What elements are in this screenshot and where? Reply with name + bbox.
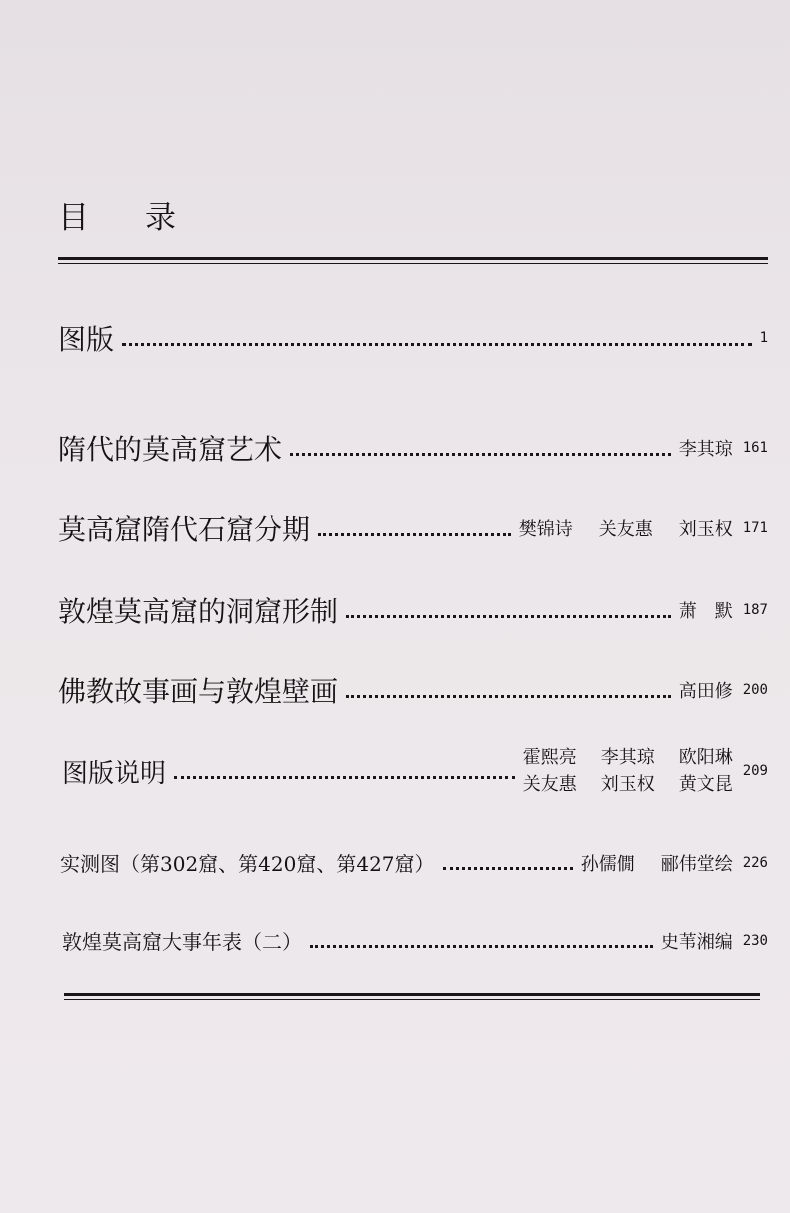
entry-title: 实测图（第302窟、第420窟、第427窟） (60, 852, 435, 876)
entry-author: 樊锦诗 (518, 519, 573, 540)
entry-author: 孙儒僩 (580, 853, 635, 875)
entry-title: 隋代的莫高窟艺术 (58, 433, 283, 466)
page-title: 目录 (58, 200, 232, 236)
toc-entry[interactable] (60, 848, 768, 877)
entry-author: 关友惠 (522, 774, 577, 795)
entry-author: 刘玉权 (600, 774, 655, 795)
entry-author: 关友惠 (598, 519, 653, 540)
entry-title: 佛教故事画与敦煌壁画 (58, 675, 339, 708)
page-number: 230 (742, 932, 768, 949)
page-number: 209 (742, 763, 768, 779)
entry-author: 李其琼 (678, 439, 733, 460)
leader-dots (443, 867, 573, 870)
leader-dots (174, 776, 515, 779)
entry-title: 敦煌莫高窟的洞窟形制 (58, 595, 339, 628)
top-divider (58, 257, 768, 264)
entry-author: 黄文昆 (678, 774, 733, 795)
entry-title: 敦煌莫高窟大事年表（二） (62, 930, 302, 954)
leader-dots (290, 453, 671, 456)
entry-author: 郦伟堂绘 (660, 853, 733, 875)
entry-title: 莫高窟隋代石窟分期 (58, 513, 311, 546)
entry-author: 霍熙亮 (522, 747, 577, 768)
toc-entry[interactable] (62, 744, 768, 798)
entry-author: 史苇湘编 (660, 931, 733, 953)
page-number: 161 (742, 440, 768, 456)
toc-entry[interactable] (62, 926, 768, 955)
page-number: 226 (742, 854, 768, 871)
leader-dots (346, 695, 671, 698)
leader-dots (122, 343, 752, 346)
entry-author: 刘玉权 (678, 519, 733, 540)
leader-dots (318, 533, 511, 536)
entry-author: 萧 默 (678, 601, 733, 622)
entry-title: 图版说明 (62, 758, 167, 789)
entry-authors (519, 515, 733, 541)
entry-title: 图版 (58, 323, 115, 356)
toc-entry-plates[interactable] (58, 318, 768, 358)
toc-entry[interactable] (58, 428, 768, 468)
toc-entry[interactable] (58, 590, 768, 630)
entry-authors (581, 850, 733, 876)
toc-entry[interactable] (58, 508, 768, 548)
page-number: 187 (742, 602, 768, 618)
entry-authors (523, 744, 733, 798)
page-number: 200 (742, 682, 768, 698)
bottom-divider (64, 993, 760, 1000)
entry-author: 欧阳琳 (678, 747, 733, 768)
page-number: 171 (742, 520, 768, 536)
entry-author: 高田修 (678, 681, 733, 702)
entry-author: 李其琼 (600, 747, 655, 768)
leader-dots (310, 945, 653, 948)
toc-entry[interactable] (58, 670, 768, 710)
page-number: 1 (759, 330, 768, 346)
leader-dots (346, 615, 671, 618)
